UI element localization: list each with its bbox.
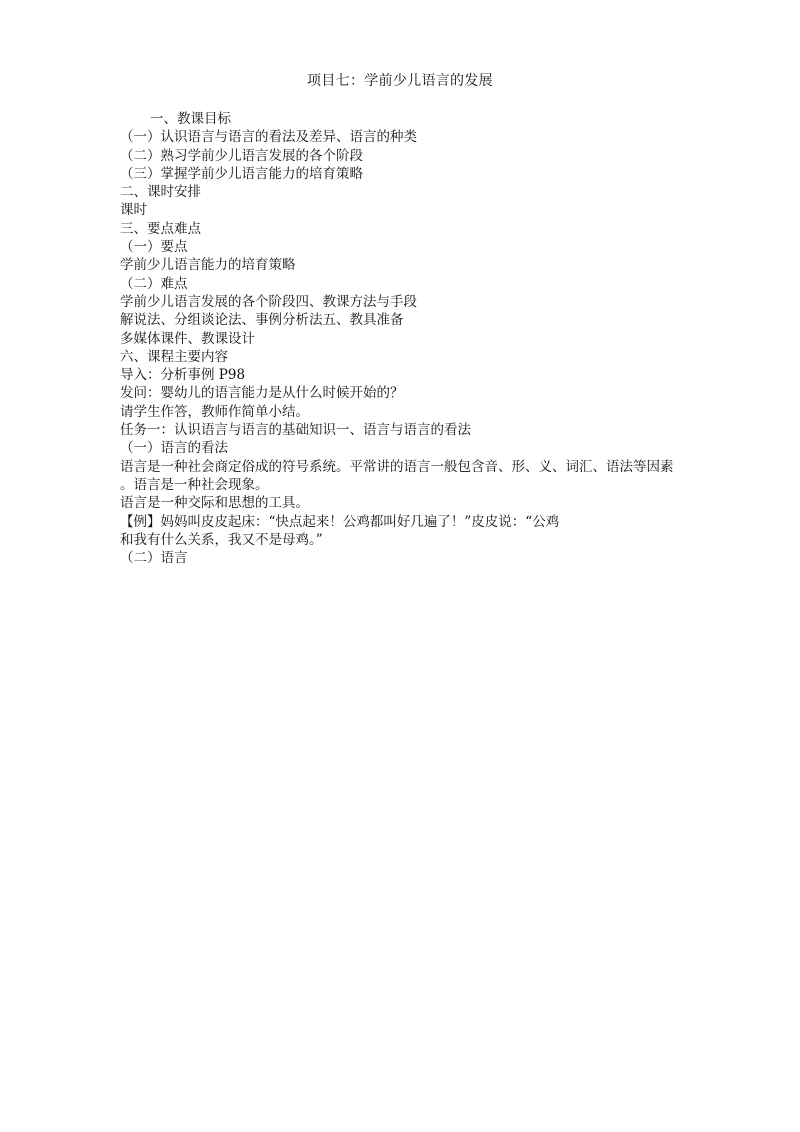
schedule-text: 课时 bbox=[120, 202, 147, 219]
difficulty-text: 学前少儿语言发展的各个阶段四、教课方法与手段 bbox=[120, 293, 417, 310]
goal-item-1: （一）认识语言与语言的看法及差异、语言的种类 bbox=[120, 129, 417, 146]
concept-paragraph-line-1: 语言是一种社会商定俗成的符号系统。平常讲的语言一般包含音、形、义、词汇、语法等因素 bbox=[120, 458, 674, 475]
subheading-language-concept: （一）语言的看法 bbox=[120, 440, 228, 457]
goal-item-2: （二）熟习学前少儿语言发展的各个阶段 bbox=[120, 147, 363, 164]
task-one-heading: 任务一：认识语言与语言的基础知识一、语言与语言的看法 bbox=[120, 422, 471, 439]
intro-text: 导入：分析事例 P98 bbox=[120, 367, 246, 384]
subheading-key-point: （一）要点 bbox=[120, 239, 188, 256]
example-line-1: 【例】妈妈叫皮皮起床：“快点起来！公鸡都叫好几遍了！”皮皮说：“公鸡 bbox=[120, 513, 560, 530]
example-line-2: 和我有什么关系，我又不是母鸡。” bbox=[120, 531, 323, 548]
concept-paragraph-line-3: 语言是一种交际和思想的工具。 bbox=[120, 495, 309, 512]
section-heading-schedule: 二、课时安排 bbox=[120, 184, 201, 201]
methods-text: 解说法、分组谈论法、事例分析法五、教具准备 bbox=[120, 312, 404, 329]
key-point-text: 学前少儿语言能力的培育策略 bbox=[120, 257, 296, 274]
section-heading-main-content: 六、课程主要内容 bbox=[120, 348, 228, 365]
section-heading-key-points: 三、要点难点 bbox=[120, 220, 201, 237]
materials-text: 多媒体课件、教课设计 bbox=[120, 330, 255, 347]
section-heading-teaching-goals: 一、教课目标 bbox=[150, 111, 231, 127]
concept-paragraph-line-2: 。语言是一种社会现象。 bbox=[120, 476, 269, 493]
subheading-difficulty: （二）难点 bbox=[120, 275, 188, 292]
answer-instruction-text: 请学生作答，教师作简单小结。 bbox=[120, 403, 309, 420]
question-text: 发问：婴幼儿的语言能力是从什么时候开始的？ bbox=[120, 385, 404, 402]
document-title: 项目七：学前少儿语言的发展 bbox=[307, 73, 493, 89]
goal-item-3: （三）掌握学前少儿语言能力的培育策略 bbox=[120, 165, 363, 182]
document-body bbox=[120, 110, 680, 567]
subheading-language: （二）语言 bbox=[120, 550, 188, 567]
